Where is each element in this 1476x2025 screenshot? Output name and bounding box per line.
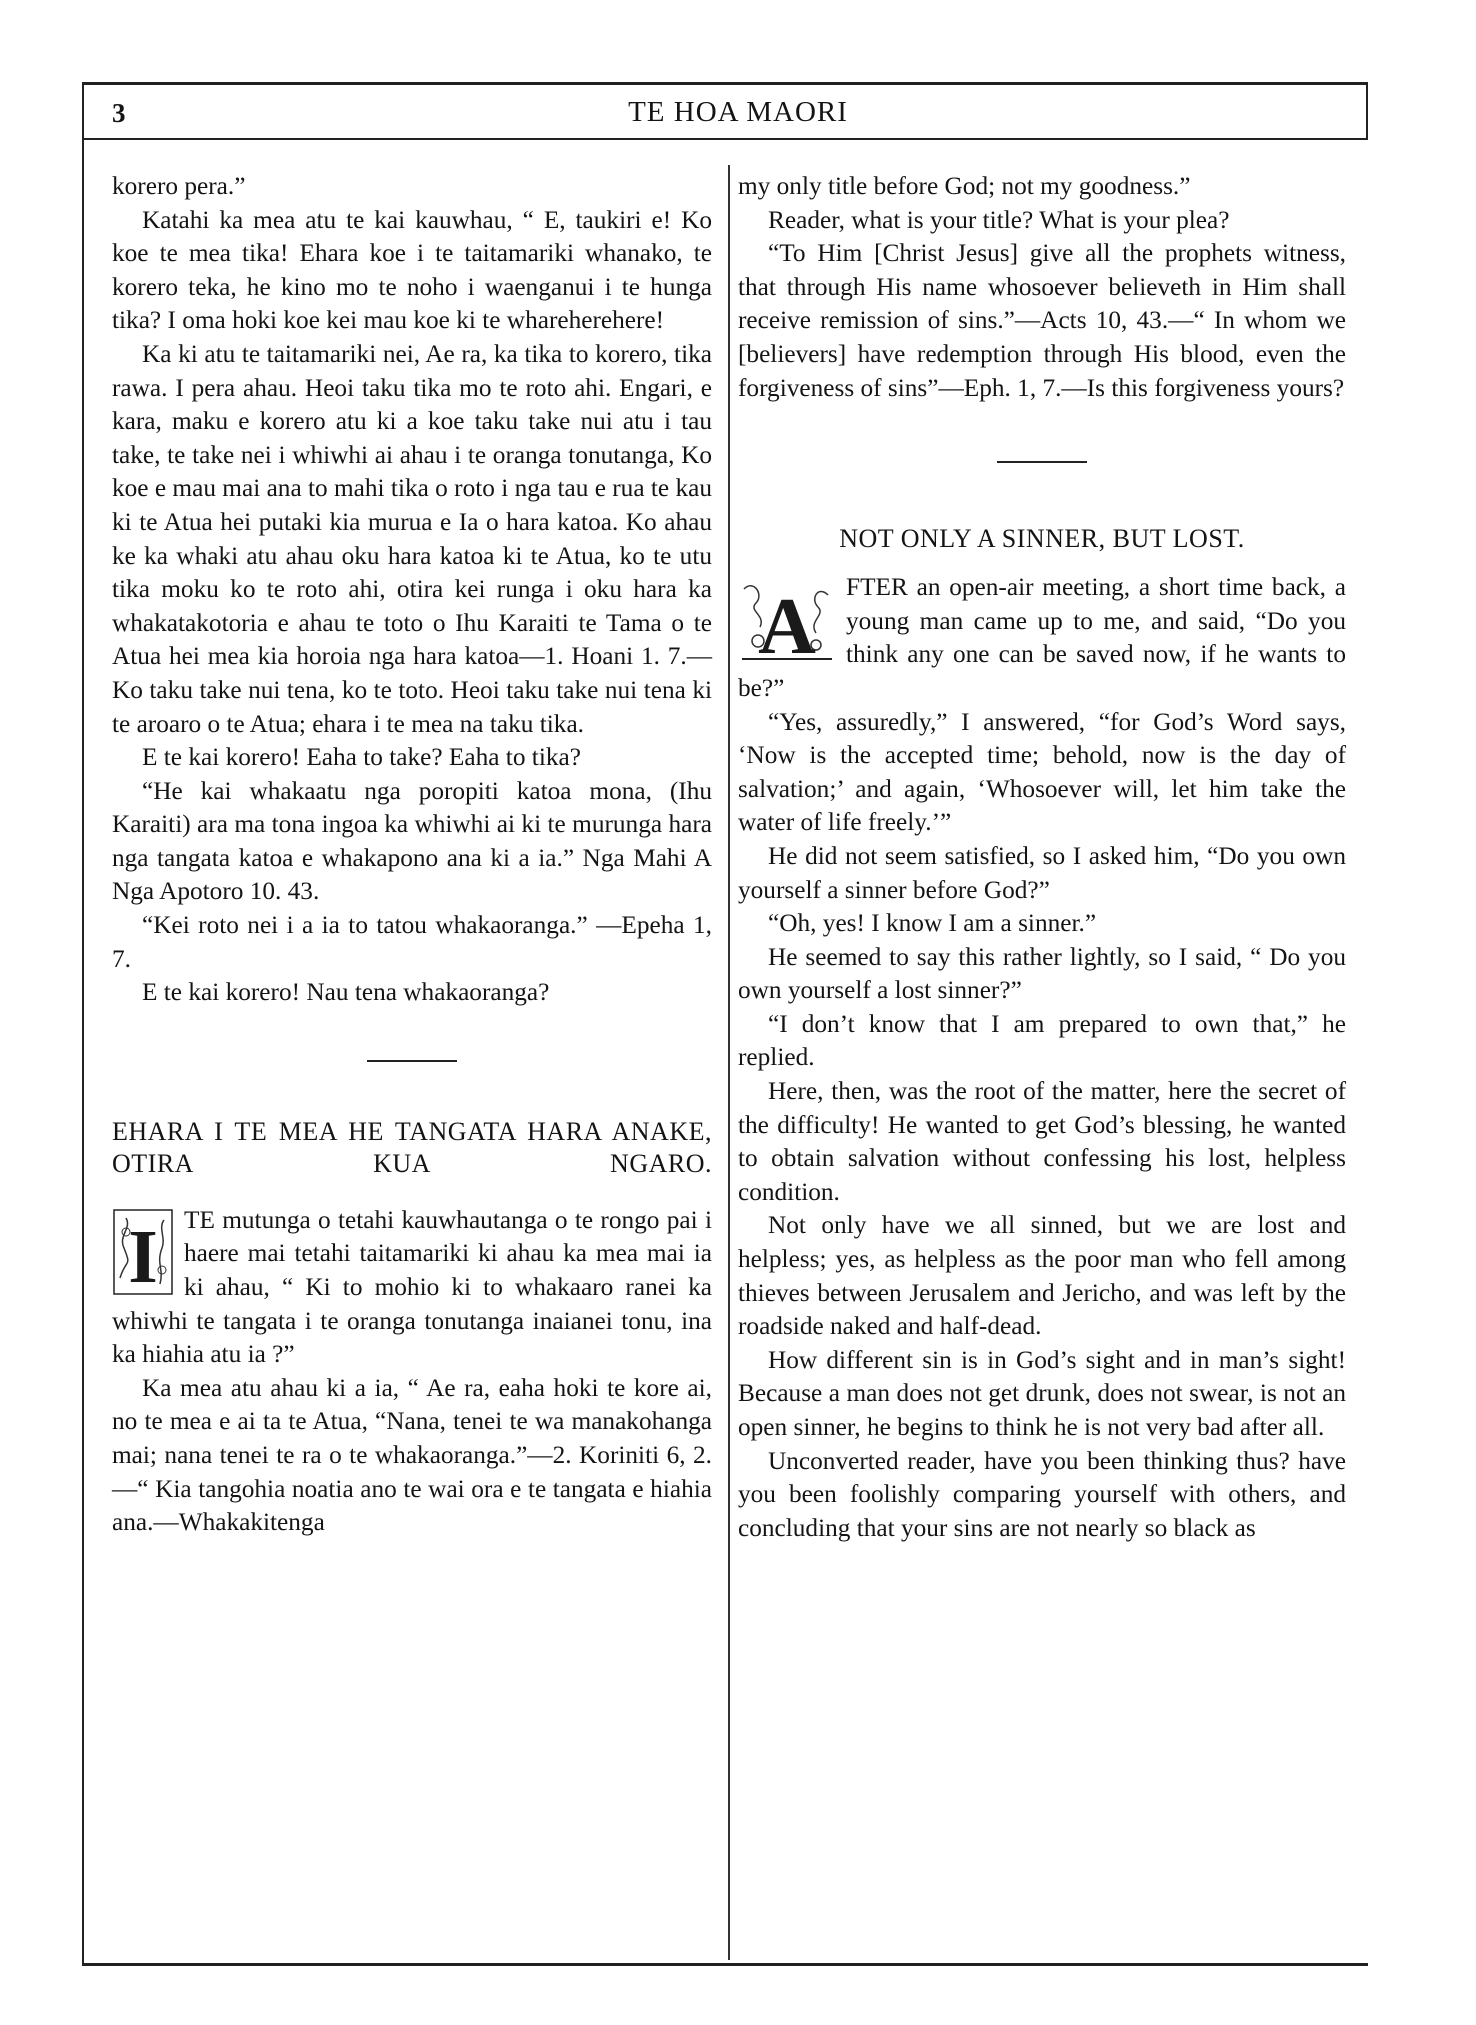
paragraph: Not only have we all sinned, but we are lost and helpless; yes, as helpless as the poor man who fell among thieves between Jerusalem and Jericho, and was left by the roadside naked and half-dead. <box>738 1211 1346 1341</box>
page-bottom-rule <box>82 1963 1368 1966</box>
paragraph: my only title before God; not my goodness.” <box>738 172 1191 200</box>
svg-text:I: I <box>128 1214 158 1296</box>
paragraph: FTER an open-air meeting, a short time back, a young man came up to me, and said, “Do you think any one can be saved now, if he wants to be?” <box>738 573 1346 702</box>
paragraph: Katahi ka mea atu te kai kauwhau, “ E, taukiri e! Ko koe te mea tika! Ehara koe i te taitamariki whanako, te korero teka, he kino mo te noho i waenganui i te hunga tika? I oma hoki koe kei mau koe ki te whareherehere! <box>112 205 712 335</box>
paragraph: E te kai korero! Eaha to take? Eaha to tika? <box>142 743 581 772</box>
section-separator <box>997 461 1087 463</box>
right-column <box>738 170 1346 1545</box>
paragraph: “Yes, assuredly,” I answered, “for God’s Word says, ‘Now is the accepted time; behold, now is the day of salvation;’ and again, ‘Whosoever will, let him take the water of life freely.’” <box>738 707 1346 837</box>
paragraph: E te kai korero! Nau tena whakaoranga? <box>142 978 550 1007</box>
paragraph: Reader, what is your title? What is your plea? <box>768 205 1230 234</box>
paragraph: “I don’t know that I am prepared to own that,” he replied. <box>738 1009 1346 1072</box>
paragraph: He seemed to say this rather lightly, so I said, “ Do you own yourself a lost sinner?” <box>738 942 1346 1005</box>
left-column <box>112 170 712 1540</box>
svg-text:A: A <box>758 583 816 664</box>
paragraph: Ka ki atu te taitamariki nei, Ae ra, ka tika to korero, tika rawa. I pera ahau. Heoi taku tika mo te roto ahi. Engari, e kara, maku e korero atu ki a koe taku take nui atu i tau take, te take nei i whiwhi ai ahau i te oranga tonutanga, Ko koe e mau mai ana to mahi tika o roto i nga tau e rua te kau ki te Atua hei putaki kia murua e Ia o hara katoa. Ko ahau ke ka whaki atu ahau oku hara katoa ki te Atua, ko te utu tika moku ko te roto ahi, otira kei runga i oku hara ka whakatakotoria e ahau te toto o Ihu Karaiti te Tama o te Atua hei mea kia horoia nga hara katoa—1. Hoani 1. 7.— Ko taku take nui tena, ko te toto. Heoi taku take nui tena ki te aroaro o te Atua; ehara i te mea na taku tika. <box>112 339 712 738</box>
section-separator <box>367 1060 457 1062</box>
ornamental-dropcap-i-icon <box>112 1208 174 1296</box>
paragraph: “Kei roto nei i a ia to tatou whakaoranga.” —Epeha 1, 7. <box>112 911 712 973</box>
paragraph: He did not seem satisfied, so I asked him, “Do you own yourself a sinner before God?” <box>738 841 1346 904</box>
paragraph: Ka mea atu ahau ki a ia, “ Ae ra, eaha hoki te kore ai, no te mea e ai ta te Atua, “Nana, tenei te wa manakohanga mai; nana tenei te ra o te whakaoranga.”—2. Koriniti 6, 2.—“ Kia tangohia noatia ano te wai ora e te tangata e hiahia ana.—Whakakitenga <box>112 1373 712 1537</box>
paragraph: TE mutunga o tetahi kauwhautanga o te rongo pai i haere mai tetahi taitamariki ki ahau ka mea mai ia ki ahau, “ Ki to mohio ki to whakaaro ranei ka whiwhi te tangata i te oranga tonutanga inaianei tonu, ina ka hiahia atu ia ?” <box>112 1205 712 1369</box>
paragraph: Here, then, was the root of the matter, here the secret of the difficulty! He wanted to get God’s blessing, he wanted to obtain salvation without confessing his lost, helpless condition. <box>738 1077 1346 1206</box>
paragraph: “He kai whakaatu nga poropiti katoa mona, (Ihu Karaiti) ara ma tona ingoa ka whiwhi ai ki te murunga hara nga tangata katoa e whakapono ana ki a ia.” Nga Mahi A Nga Apotoro 10. 43. <box>112 776 712 906</box>
paragraph: korero pera.” <box>112 172 246 200</box>
section-heading: EHARA I TE MEA HE TANGATA HARA ANAKE, OTIRA KUA NGARO. <box>112 1116 712 1178</box>
page-number: 3 <box>112 98 126 128</box>
column-divider <box>728 165 730 1960</box>
paragraph: Unconverted reader, have you been thinking thus? have you been foolishly comparing yourself with others, and concluding that your sins are not nearly so black as <box>738 1446 1346 1542</box>
ornamental-dropcap-a-icon <box>738 575 836 663</box>
paragraph: How different sin is in God’s sight and in man’s sight! Because a man does not get drunk, does not swear, is not an open sinner, he begins to think he is not very bad after all. <box>738 1345 1346 1441</box>
paragraph: “Oh, yes! I know I am a sinner.” <box>768 909 1097 938</box>
running-title: TE HOA MAORI <box>628 96 848 128</box>
paragraph: “To Him [Christ Jesus] give all the prophets witness, that through His name whosoever believeth in Him shall receive remission of sins.”—Acts 10, 43.—“ In whom we [believers] have redemption through His blood, even the forgiveness of sins”—Eph. 1, 7.—Is this forgiveness yours? <box>738 239 1346 402</box>
section-heading: NOT ONLY A SINNER, BUT LOST. <box>839 524 1245 554</box>
